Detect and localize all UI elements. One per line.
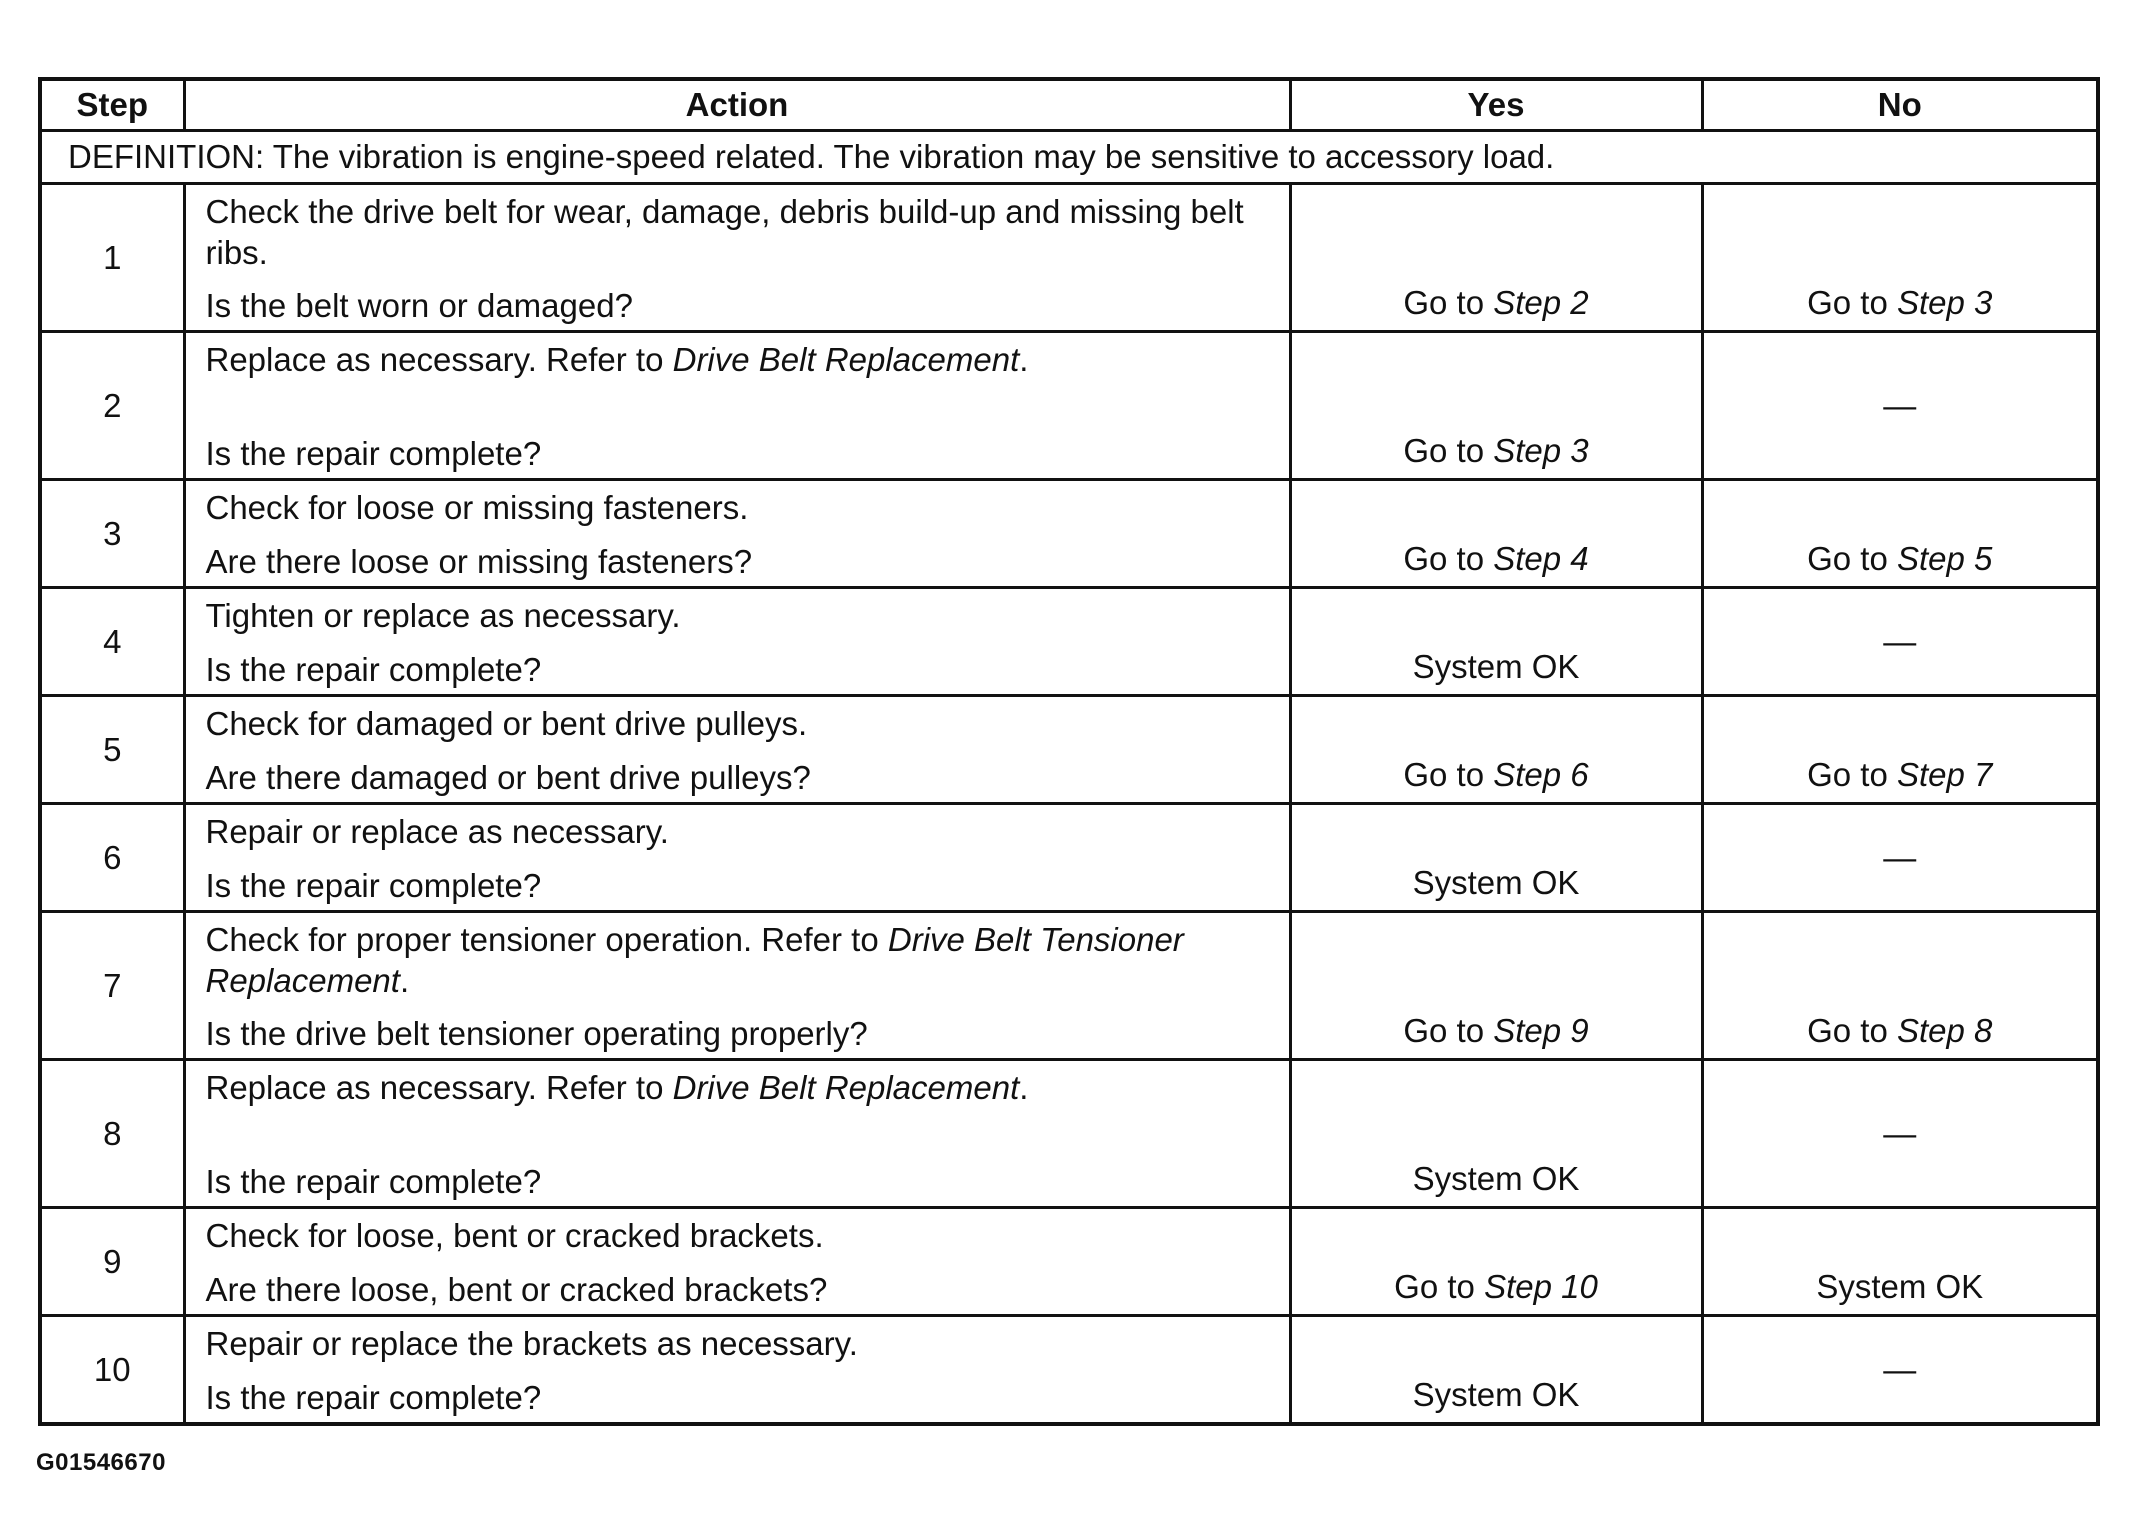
header-no: No xyxy=(1702,79,2098,131)
action-text: Check for damaged or bent drive pulleys. xyxy=(205,705,808,743)
table-row xyxy=(40,696,2098,804)
no-result xyxy=(1702,1060,2098,1208)
header-action: Action xyxy=(184,79,1290,131)
action-cell xyxy=(184,480,1290,588)
yes-text: Go to xyxy=(1394,1268,1485,1306)
table-row xyxy=(40,588,2098,696)
action-reference: Drive Belt Replacement xyxy=(672,341,1020,379)
action-instruction xyxy=(206,595,1269,636)
action-cell xyxy=(184,804,1290,912)
no-text: Go to xyxy=(1807,756,1897,794)
table-row xyxy=(40,1316,2098,1424)
yes-result xyxy=(1290,1060,1702,1208)
header-row xyxy=(40,79,2098,131)
yes-result xyxy=(1290,804,1702,912)
action-question: Is the drive belt tensioner operating properly? xyxy=(205,1015,868,1053)
table-row xyxy=(40,480,2098,588)
yes-step-ref: Step 6 xyxy=(1493,756,1589,794)
no-step-ref: Step 8 xyxy=(1896,1012,1993,1050)
no-text: — xyxy=(1883,1114,1917,1152)
yes-result xyxy=(1290,1208,1702,1316)
step-number: 2 xyxy=(40,332,184,480)
action-end: . xyxy=(1019,341,1029,379)
action-question: Are there loose or missing fasteners? xyxy=(205,543,753,581)
no-result xyxy=(1702,696,2098,804)
action-instruction xyxy=(206,811,1269,852)
no-text: Go to xyxy=(1807,540,1897,578)
diagnostic-table xyxy=(38,77,2100,1426)
action-text: Check for loose or missing fasteners. xyxy=(205,489,749,527)
action-text: Repair or replace the brackets as necessary. xyxy=(205,1325,858,1363)
yes-result xyxy=(1290,588,1702,696)
action-instruction xyxy=(206,1215,1269,1256)
action-cell xyxy=(184,1060,1290,1208)
yes-result xyxy=(1290,912,1702,1060)
table-row xyxy=(40,184,2098,332)
action-question: Are there damaged or bent drive pulleys? xyxy=(205,759,811,797)
action-end: . xyxy=(1019,1069,1029,1107)
action-question: Is the repair complete? xyxy=(205,867,542,905)
no-text: Go to xyxy=(1807,284,1897,322)
step-number: 9 xyxy=(40,1208,184,1316)
action-cell xyxy=(184,184,1290,332)
figure-id: G01546670 xyxy=(36,1449,166,1476)
action-question: Is the repair complete? xyxy=(205,435,542,473)
yes-text: Go to xyxy=(1403,1012,1494,1050)
yes-result xyxy=(1290,184,1702,332)
action-cell xyxy=(184,1316,1290,1424)
step-number: 10 xyxy=(40,1316,184,1424)
no-result xyxy=(1702,588,2098,696)
action-cell xyxy=(184,332,1290,480)
definition-text: DEFINITION: The vibration is engine-speed related. The vibration may be sensitive to accessory load. xyxy=(40,131,2098,184)
yes-result xyxy=(1290,1316,1702,1424)
step-number: 7 xyxy=(40,912,184,1060)
yes-step-ref: Step 2 xyxy=(1493,284,1589,322)
action-instruction xyxy=(206,919,1269,1001)
step-number: 8 xyxy=(40,1060,184,1208)
header-yes: Yes xyxy=(1290,79,1702,131)
yes-text: System OK xyxy=(1412,864,1580,902)
action-cell xyxy=(184,696,1290,804)
no-result xyxy=(1702,804,2098,912)
no-step-ref: Step 3 xyxy=(1896,284,1993,322)
no-result xyxy=(1702,1208,2098,1316)
table-row xyxy=(40,1060,2098,1208)
header-step: Step xyxy=(40,79,184,131)
yes-text: System OK xyxy=(1412,1376,1580,1413)
yes-text: Go to xyxy=(1403,432,1494,470)
action-cell xyxy=(184,912,1290,1060)
action-text: Tighten or replace as necessary. xyxy=(205,597,681,635)
step-number: 3 xyxy=(40,480,184,588)
action-cell xyxy=(184,1208,1290,1316)
action-text: Check the drive belt for wear, damage, debris build-up and missing belt ribs. xyxy=(205,193,1244,272)
action-text: Check for proper tensioner operation. Refer to xyxy=(205,921,888,959)
no-result xyxy=(1702,480,2098,588)
table-row xyxy=(40,912,2098,1060)
yes-text: Go to xyxy=(1403,284,1494,322)
yes-result xyxy=(1290,332,1702,480)
action-question: Is the repair complete? xyxy=(205,1379,542,1416)
no-text: — xyxy=(1883,1350,1917,1388)
action-instruction xyxy=(206,191,1269,273)
no-text: — xyxy=(1883,622,1917,660)
step-number: 1 xyxy=(40,184,184,332)
yes-step-ref: Step 3 xyxy=(1493,432,1589,470)
yes-text: System OK xyxy=(1412,648,1580,686)
action-cell xyxy=(184,588,1290,696)
definition-row xyxy=(40,131,2098,184)
yes-text: Go to xyxy=(1403,540,1494,578)
action-question: Are there loose, bent or cracked brackets? xyxy=(205,1271,828,1309)
table-row xyxy=(40,1208,2098,1316)
no-text: System OK xyxy=(1816,1268,1984,1306)
no-result xyxy=(1702,912,2098,1060)
action-instruction xyxy=(206,703,1269,744)
yes-text: System OK xyxy=(1412,1160,1580,1198)
action-reference: Drive Belt Replacement xyxy=(672,1069,1020,1107)
table-row xyxy=(40,804,2098,912)
action-question: Is the belt worn or damaged? xyxy=(205,287,633,325)
no-text: Go to xyxy=(1807,1012,1897,1050)
action-reference: Drive Belt Tensioner Replacement xyxy=(205,921,1184,1000)
action-text: Replace as necessary. Refer to xyxy=(205,341,673,379)
action-instruction xyxy=(206,1067,1269,1108)
action-end: . xyxy=(399,962,410,1000)
yes-step-ref: Step 10 xyxy=(1484,1268,1598,1306)
action-text: Replace as necessary. Refer to xyxy=(205,1069,673,1107)
no-result xyxy=(1702,332,2098,480)
no-step-ref: Step 5 xyxy=(1896,540,1993,578)
yes-step-ref: Step 4 xyxy=(1493,540,1589,578)
no-result xyxy=(1702,1316,2098,1424)
table-row xyxy=(40,332,2098,480)
yes-text: Go to xyxy=(1403,756,1494,794)
no-result xyxy=(1702,184,2098,332)
action-text: Check for loose, bent or cracked brackets. xyxy=(205,1217,824,1255)
action-question: Is the repair complete? xyxy=(205,651,542,689)
action-text: Repair or replace as necessary. xyxy=(205,813,669,851)
action-instruction xyxy=(206,339,1269,380)
action-question: Is the repair complete? xyxy=(205,1163,542,1201)
yes-step-ref: Step 9 xyxy=(1493,1012,1589,1050)
action-instruction xyxy=(206,487,1269,528)
step-number: 6 xyxy=(40,804,184,912)
yes-result xyxy=(1290,480,1702,588)
no-step-ref: Step 7 xyxy=(1896,756,1993,794)
no-text: — xyxy=(1883,386,1917,424)
step-number: 5 xyxy=(40,696,184,804)
no-text: — xyxy=(1883,838,1917,876)
action-instruction xyxy=(206,1323,1269,1364)
yes-result xyxy=(1290,696,1702,804)
step-number: 4 xyxy=(40,588,184,696)
